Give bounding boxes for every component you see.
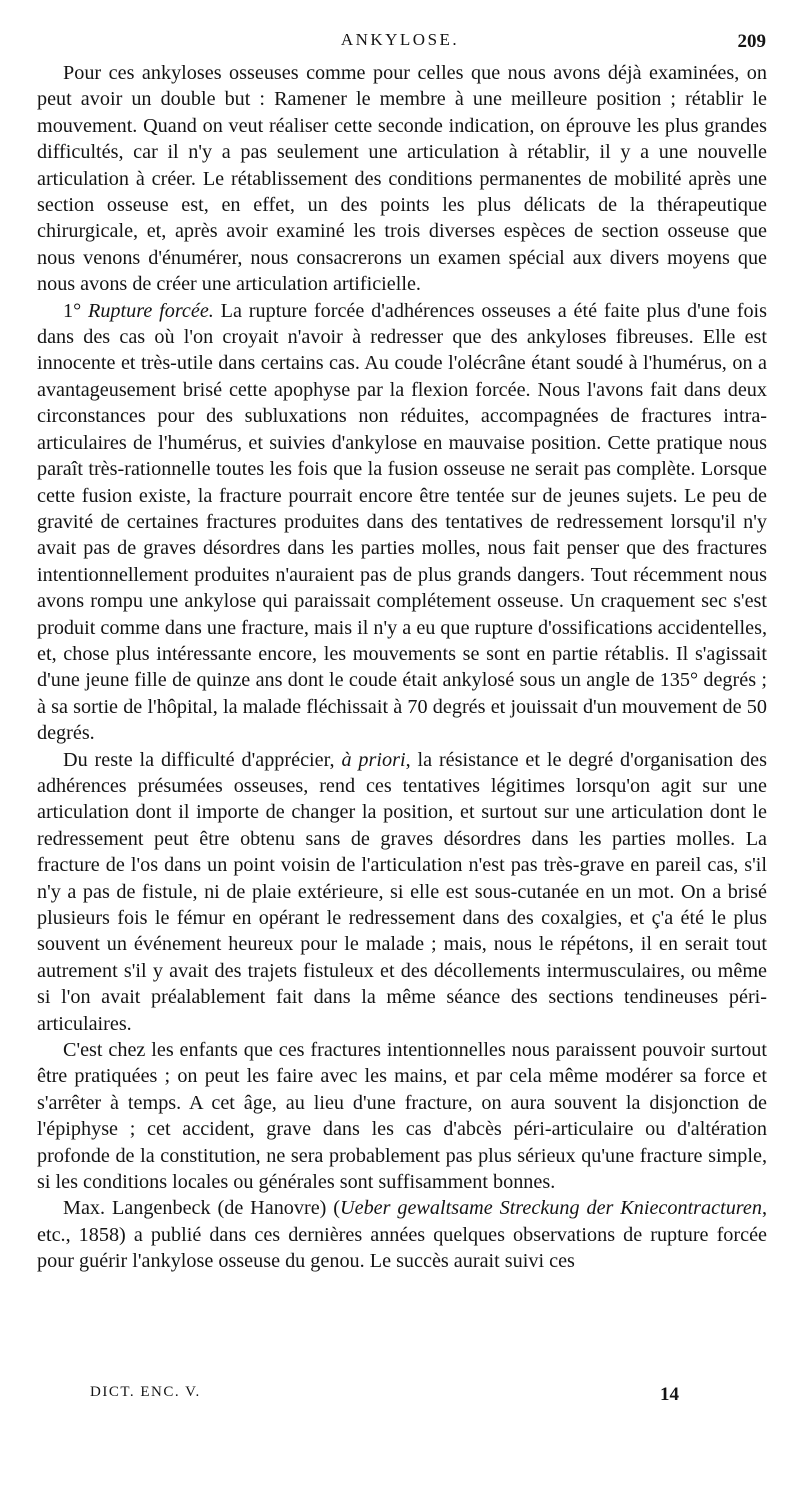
paragraph xyxy=(37,60,767,298)
paragraph xyxy=(37,298,767,747)
signature-mark: DICT. ENC. V. xyxy=(90,1384,201,1400)
page-footer xyxy=(0,1384,800,1408)
italic-phrase: à priori xyxy=(341,748,406,771)
page-number: 209 xyxy=(737,31,766,52)
paragraph-text: La rupture forcée d'adhérences osseuses a été faite plus d'une fois dans des cas où l'on croyait n'avoir à redresser que des ankyloses fibreuses. Elle est innocente et très-utile dans certains cas. Au coude l'olécrâne étant soudé à l'humérus, on a avantageusement brisé cette apophyse par la flexion forcée. Nous l'avons fait dans deux circonstances pour des subluxations non réduites, accompagnées de fractures intra-articulaires de l'humérus, et suivies d'ankylose en mauvaise position. Cette pratique nous paraît très-rationnelle toutes les fois que la fusion osseuse ne serait pas complète. Lorsque cette fusion existe, la fracture pourrait encore être tentée sur de jeunes sujets. Le peu de gravité de certaines fractures produites dans des tentatives de redressement lorsqu'il n'y avait pas de graves désordres dans les parties molles, nous fait penser que des fractures intentionnellement produites n'auraient pas de plus grands dangers. Tout récemment nous avons rompu une ankylose qui paraissait complétement osseuse. Un craquement sec s'est produit comme dans une fracture, mais il n'y a eu que rupture d'ossifications accidentelles, et, chose plus intéressante encore, les mouvements se sont en partie rétablis. Il s'agissait d'une jeune fille de quinze ans dont le coude était ankylosé sous un angle de 135° degrés ; à sa sortie de l'hôpital, la malade fléchissait à 70 degrés et jouissait d'un mouvement de 50 degrés. xyxy=(37,299,768,745)
paragraph xyxy=(37,1037,767,1195)
sheet-number: 14 xyxy=(660,1384,679,1405)
paragraph-text: Du reste la difficulté d'apprécier, xyxy=(63,748,342,771)
section-heading-italic: Rupture forcée. xyxy=(88,299,214,322)
running-title: ANKYLOSE. xyxy=(340,30,460,49)
paragraph-text: 1° xyxy=(63,299,88,322)
paragraph-text: , la résistance et le degré d'organisation des adhérences présumées osseuses, rend ces tentatives légitimes lorsqu'on agit sur une articulation dont il importe de changer la position, et surtout sur une articulation dont le redressement peut être obtenu sans de graves désordres dans les parties molles. La fracture de l'os dans un point voisin de l'articulation n'est pas très-grave en pareil cas, s'il n'y a pas de fistule, ni de plaie extérieure, si elle est sous-cutanée en un mot. On a brisé plusieurs fois le fémur en opérant le redressement dans des coxalgies, et ç'a été le plus souvent un événement heureux pour le malade ; mais, nous le répétons, il en serait tout autrement s'il y avait des trajets fistuleux et des décollements intermusculaires, ou même si l'on avait préalablement fait dans la même séance des sections tendineuses péri-articulaires. xyxy=(37,748,767,1035)
paragraph-text: , etc., 1858) a publié dans ces dernières années quelques observations de rupture forcée pour guérir l'ankylose osseuse du genou. Le succès aurait suivi ces xyxy=(37,1197,767,1273)
body-text xyxy=(37,60,767,1275)
cited-work-title: Ueber gewaltsame Streckung der Kniecontracturen xyxy=(340,1197,762,1220)
paragraph-text: C'est chez les enfants que ces fractures intentionnelles nous paraissent pouvoir surtout être pratiquées ; on peut les faire avec les mains, et par cela même modérer sa force et s'arrêter à temps. A cet âge, au lieu d'une fracture, on aura souvent la disjonction de l'épiphyse ; cet accident, grave dans les cas d'abcès péri-articulaire ou d'altération profonde de la constitution, ne sera probablement pas plus sérieux qu'une fracture simple, si les conditions locales ou générales sont suffisamment bonnes. xyxy=(37,1039,767,1194)
paragraph xyxy=(37,1195,767,1274)
paragraph-text: Max. Langenbeck (de Hanovre) ( xyxy=(63,1197,341,1220)
paragraph xyxy=(37,747,767,1037)
paragraph-text: Pour ces ankyloses osseuses comme pour celles que nous avons déjà examinées, on peut avoir un double but : Ramener le membre à une meilleure position ; rétablir le mouvement. Quand on veut réaliser cette seconde indication, on éprouve les plus grandes difficultés, car il n'y a pas seulement une articulation à rétablir, il y a une nouvelle articulation à créer. Le rétablissement des conditions permanentes de mobilité après une section osseuse est, en effet, un des points les plus délicats de la thérapeutique chirurgicale, et, après avoir examiné les trois diverses espèces de section osseuse que nous venons d'énumérer, nous consacrerons un examen spécial aux divers moyens que nous avons de créer une articulation artificielle. xyxy=(37,62,767,296)
running-head xyxy=(0,30,800,54)
